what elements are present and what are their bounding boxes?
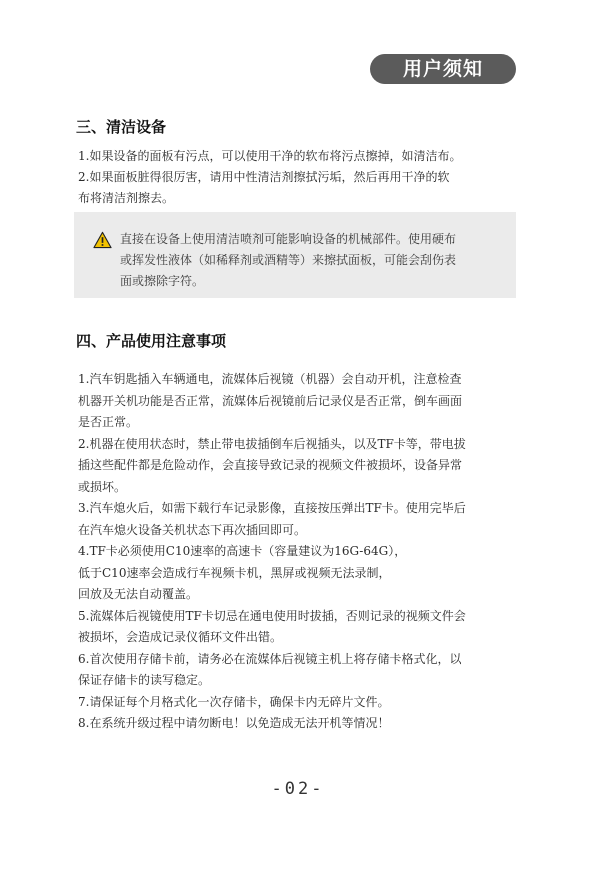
usage-line: 低于C10速率会造成行车视频卡机，黑屏或视频无法录制，: [78, 565, 391, 580]
usage-line: 在汽车熄火设备关机状态下再次插回即可。: [78, 522, 307, 537]
usage-line: 4.TF卡必须使用C10速率的高速卡（容量建议为16G-64G），: [78, 544, 407, 558]
cleaning-instructions: [78, 146, 504, 209]
warning-line: 面或擦除字符。: [120, 274, 205, 288]
usage-line: 回放及无法自动覆盖。: [78, 587, 199, 601]
cleaning-line: 布将清洁剂擦去。: [78, 191, 175, 205]
cleaning-line: 2.如果面板脏得很厉害，请用中性清洁剂擦拭污垢，然后再用干净的软: [78, 170, 450, 184]
usage-line: 保证存储卡的读写稳定。: [78, 673, 211, 687]
usage-line: 5.流媒体后视镜使用TF卡切忌在通电使用时拔插，否则记录的视频文件会: [78, 608, 466, 623]
warning-text: [120, 229, 496, 292]
usage-line: 或损坏。: [78, 479, 127, 494]
section-title-cleaning: 三、清洁设备: [76, 118, 167, 136]
warning-line: 直接在设备上使用清洁喷剂可能影响设备的机械部件。使用硬布: [120, 232, 457, 246]
usage-line: 8.在系统升级过程中请勿断电！以免造成无法开机等情况！: [78, 716, 390, 730]
section-tab-user-notice: 用户须知: [370, 54, 516, 84]
usage-line: 6.首次使用存储卡前，请务必在流媒体后视镜主机上将存储卡格式化，以: [78, 651, 462, 666]
cleaning-line: 1.如果设备的面板有污点，可以使用干净的软布将污点擦掉，如清洁布。: [78, 149, 462, 163]
usage-line: 2.机器在使用状态时，禁止带电拔插倒车后视插头，以及TF卡等，带电拔: [78, 436, 466, 451]
usage-line: 是否正常。: [78, 415, 139, 429]
warning-line: 或挥发性液体（如稀释剂或酒精等）来擦拭面板，可能会刮伤表: [120, 253, 457, 267]
usage-line: 插这些配件都是危险动作，会直接导致记录的视频文件被损坏，设备异常: [78, 458, 463, 472]
usage-notes-list: [78, 369, 504, 735]
section-title-usage-notes: 四、产品使用注意事项: [76, 332, 227, 350]
usage-line: 被损坏，会造成记录仪循环文件出错。: [78, 630, 283, 644]
page-number: -02-: [271, 779, 325, 799]
usage-line: 1.汽车钥匙插入车辆通电，流媒体后视镜（机器）会自动开机，注意检查: [78, 372, 462, 386]
usage-line: 7.请保证每个月格式化一次存储卡，确保卡内无碎片文件。: [78, 694, 390, 709]
usage-line: 机器开关机功能是否正常，流媒体后视镜前后记录仪是否正常，倒车画面: [78, 393, 463, 408]
warning-notice-box: [74, 212, 516, 298]
usage-line: 3.汽车熄火后，如需下载行车记录影像，直接按压弹出TF卡。使用完毕后: [78, 501, 466, 515]
warning-icon: [93, 231, 112, 249]
